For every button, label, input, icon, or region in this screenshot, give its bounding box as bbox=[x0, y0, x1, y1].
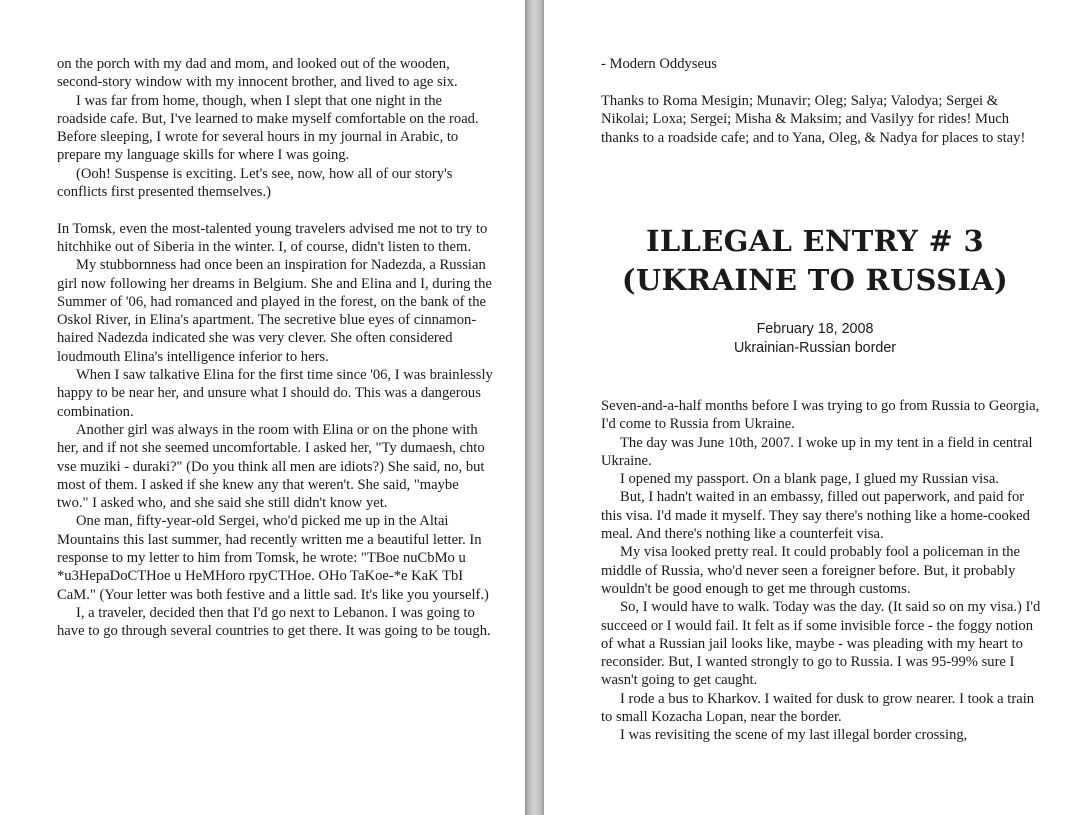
paragraph: I opened my passport. On a blank page, I glued my Russian visa. bbox=[620, 471, 999, 488]
page-gutter bbox=[525, 0, 544, 815]
left-page-body bbox=[57, 55, 493, 641]
chapter-title-line-1: ILLEGAL ENTRY # 3 bbox=[645, 224, 985, 258]
chapter-location: Ukrainian-Russian border bbox=[733, 340, 897, 356]
acknowledgements: Thanks to Roma Mesigin; Munavir; Oleg; Salya; Valodya; Sergei & Nikolai; Loxa; Sergei; Misha & Maksim; and Vasilyy for rides! Much thanks to a roadside cafe; and to Yana, Oleg, & Nadya for places to stay! bbox=[601, 93, 1026, 146]
paragraph: In Tomsk, even the most-talented young travelers advised me not to try to hitchhike out of Siberia in the winter. I, of course, didn't listen to them. bbox=[57, 220, 488, 255]
paragraph: on the porch with my dad and mom, and looked out of the wooden, second-story window with my innocent brother, and lived to age six. bbox=[57, 56, 458, 91]
paragraph: My stubbornness had once been an inspiration for Nadezda, a Russian girl now following her dreams in Belgium. She and Elina and I, during the Summer of '06, had romanced and played in the forest, on the bank of the Oskol River, in Elina's apartment. The secretive blue eyes of cinnamon-haired Nadezda indicated she was very clever. She often considered loudmouth Elina's intelligence inferior to hers. bbox=[57, 257, 492, 365]
paragraph: Seven-and-a-half months before I was trying to go from Russia to Georgia, I'd come to Russia from Ukraine. bbox=[601, 398, 1040, 433]
paragraph: When I saw talkative Elina for the first time since '06, I was brainlessly happy to be near her, and unsure what I should do. This was a dangerous combination. bbox=[57, 367, 493, 420]
chapter-title-line-2: (UKRAINE TO RUSSIA) bbox=[621, 263, 1009, 297]
paragraph: One man, fifty-year-old Sergei, who'd picked me up in the Altai Mountains this last summer, had recently written me a beautiful letter. In response to my letter to him from Tomsk, he wrote: "TBoe nuCbMo u *u3HepaDoCTHoe u HeMHoro rpyCTHoe. OHo TaKoe-*e KaK TbI CaM." (Your letter was both festive and a little sad. It's like you yourself.) bbox=[57, 513, 489, 603]
paragraph: My visa looked pretty real. It could probably fool a policeman in the middle of Russia, who'd never seen a foreigner before. But, it probably wouldn't be good enough to get me through customs. bbox=[601, 544, 1021, 597]
chapter-title bbox=[560, 222, 1070, 300]
paragraph: Another girl was always in the room with Elina or on the phone with her, and if not she seemed uncomfortable. I asked her, "Ty dumaesh, chto vse muziki - duraki?" (Do you think all men are idiots?) She said, no, but most of them. I asked if she knew any that weren't. She said, "maybe two." I asked who, and she said she still didn't know yet. bbox=[57, 421, 485, 512]
signature-line: - Modern Oddyseus bbox=[601, 56, 717, 72]
chapter-date: February 18, 2008 bbox=[756, 321, 874, 337]
paragraph: (Ooh! Suspense is exciting. Let's see, now, how all of our story's conflicts first presented themselves.) bbox=[57, 165, 453, 201]
right-page-body bbox=[601, 397, 1041, 745]
paragraph: But, I hadn't waited in an embassy, filled out paperwork, and paid for this visa. I'd made it myself. They say there's nothing like a home-cooked meal. And there's nothing like a counterfeit visa. bbox=[601, 489, 1030, 543]
paragraph: I was far from home, though, when I slept that one night in the roadside cafe. But, I've learned to make myself comfortable on the road. Before sleeping, I wrote for several hours in my journal in Arabic, to prepare my language skills for where I was going. bbox=[57, 92, 479, 164]
paragraph: So, I would have to walk. Today was the day. (It said so on my visa.) I'd succeed or I would fail. It felt as if some invisible force - the foggy notion of what a Russian jail looks like, maybe - was pleading with my heart to reconsider. But, I wanted strongly to go to Russia. I was 95-99% sure I wasn't going to get caught. bbox=[601, 599, 1041, 689]
paragraph: The day was June 10th, 2007. I woke up in my tent in a field in central Ukraine. bbox=[601, 434, 1033, 469]
chapter-dateline bbox=[560, 320, 1070, 358]
paragraph: I was revisiting the scene of my last illegal border crossing, bbox=[620, 727, 968, 744]
paragraph: I rode a bus to Kharkov. I waited for dusk to grow nearer. I took a train to small Kozacha Lopan, near the border. bbox=[601, 690, 1035, 726]
paragraph: I, a traveler, decided then that I'd go next to Lebanon. I was going to have to go through several countries to get there. It was going to be tough. bbox=[57, 604, 491, 640]
